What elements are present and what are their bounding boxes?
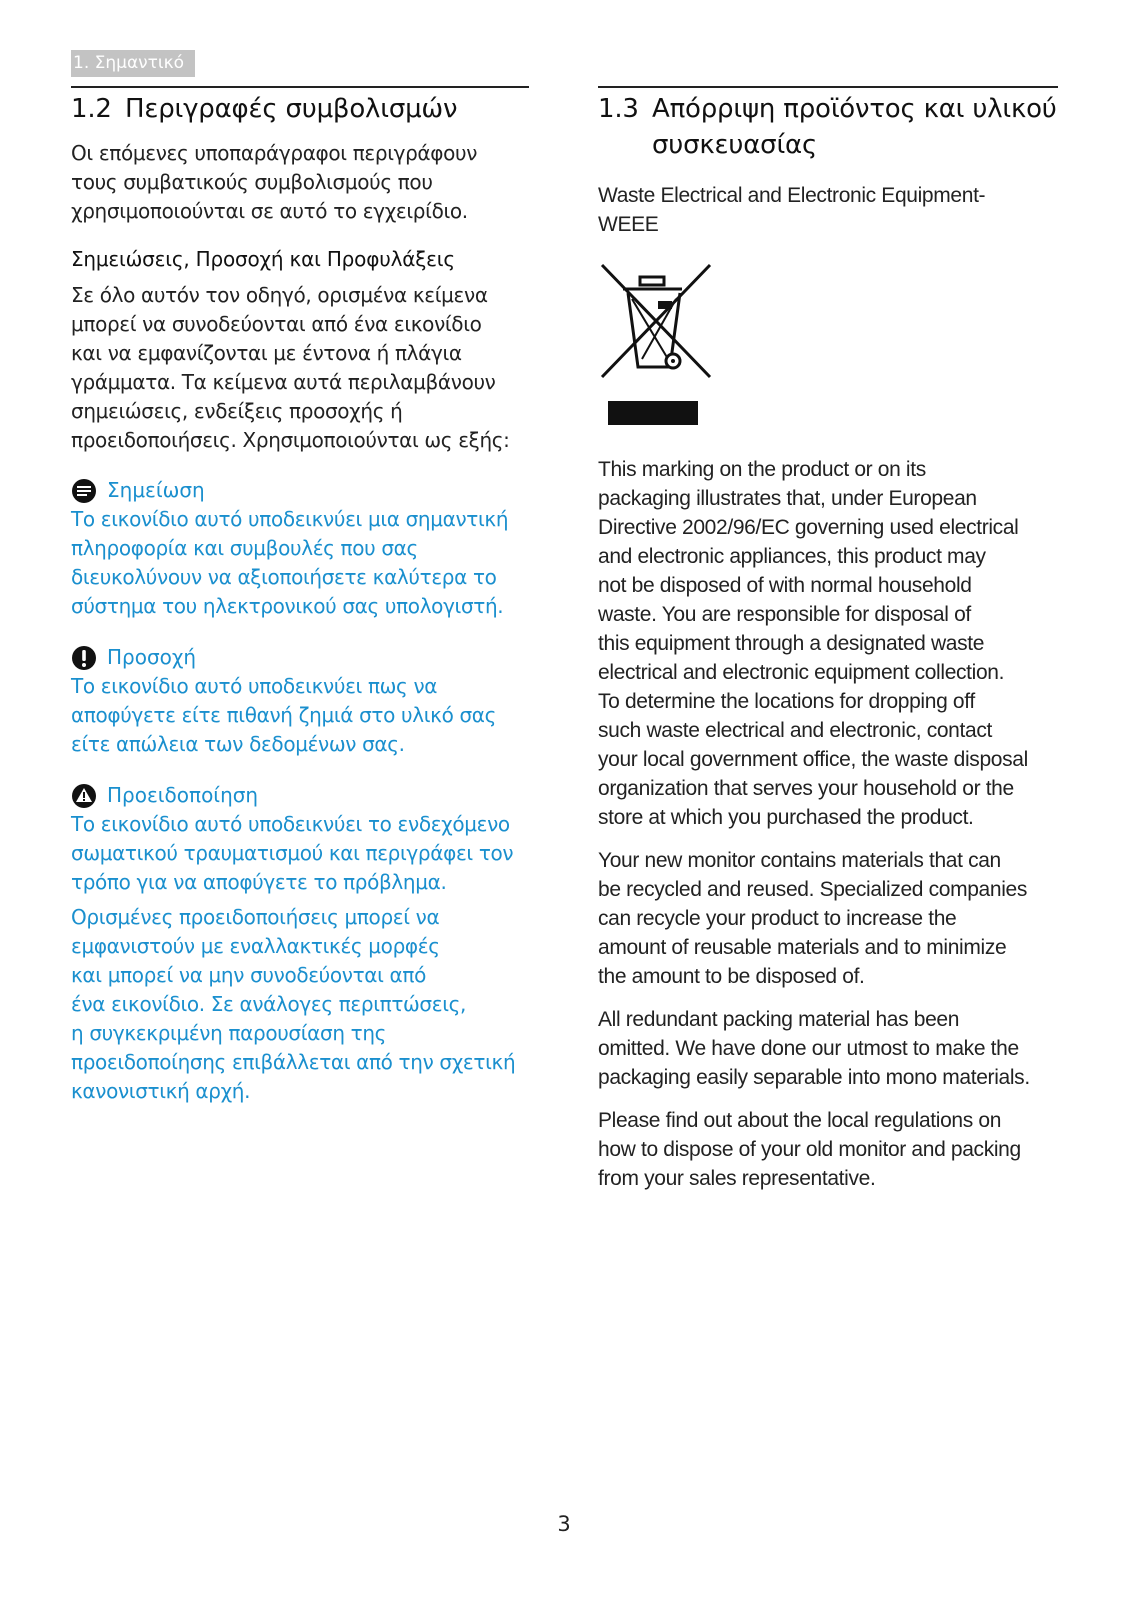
page-number: 3	[557, 1512, 571, 1536]
text-line: αποφύγετε είτε πιθανή ζημιά στο υλικό σας	[71, 703, 497, 727]
exclamation-icon	[71, 645, 97, 671]
text-line: σωματικού τραυματισμού και περιγράφει τον	[71, 841, 514, 865]
text-line: πληροφορία και συμβουλές που σας	[71, 536, 418, 560]
text-line: WEEE	[598, 213, 659, 236]
text-line: Σε όλο αυτόν τον οδηγό, ορισμένα κείμενα	[71, 283, 488, 307]
left-column	[71, 86, 529, 1106]
section-heading-1-3	[598, 91, 1058, 163]
text-line: Directive 2002/96/EC governing used electrical	[598, 516, 1019, 539]
text-line: packaging easily separable into mono materials.	[598, 1066, 1030, 1089]
text-line: this equipment through a designated waste	[598, 632, 985, 655]
text-line: packaging illustrates that, under European	[598, 487, 977, 510]
text-line: amount of reusable materials and to minimize	[598, 936, 1007, 959]
text-line: not be disposed of with normal household	[598, 574, 972, 597]
text-line: κανονιστική αρχή.	[71, 1079, 251, 1103]
text-line: Your new monitor contains materials that can	[598, 849, 1001, 872]
text-line: εμφανιστούν με εναλλακτικές μορφές	[71, 934, 440, 958]
text-line: η συγκεκριμένη παρουσίαση της	[71, 1021, 387, 1045]
section-heading-1-2	[71, 91, 529, 127]
text-line: store at which you purchased the product.	[598, 806, 974, 829]
caution-block	[71, 643, 529, 759]
text-line: from your sales representative.	[598, 1167, 876, 1190]
weee-symbol-svg	[598, 259, 713, 429]
text-line: can recycle your product to increase the	[598, 907, 957, 930]
heading-rule	[598, 86, 1058, 88]
text-line: be recycled and reused. Specialized companies	[598, 878, 1028, 901]
text-line: και μπορεί να μην συνοδεύονται από	[71, 963, 426, 987]
text-line: και να εμφανίζονται με έντονα ή πλάγια	[71, 341, 462, 365]
heading-rule	[71, 86, 529, 88]
text-line: how to dispose of your old monitor and packing	[598, 1138, 1021, 1161]
crossed-out-wheelie-bin-icon	[598, 259, 713, 429]
weee-paragraph-2	[598, 846, 1058, 991]
warning-block	[71, 781, 529, 897]
heading-title-line: συσκευασίας	[652, 130, 818, 160]
text-line: προειδοποίησης επιβάλλεται από την σχετική	[71, 1050, 516, 1074]
note-icon	[71, 478, 97, 504]
text-line: Το εικονίδιο αυτό υποδεικνύει πως να	[71, 674, 438, 698]
text-line: σημειώσεις, ενδείξεις προσοχής ή	[71, 399, 403, 423]
weee-subheading	[598, 181, 1058, 239]
intro-paragraph	[71, 139, 529, 226]
text-line: the amount to be disposed of.	[598, 965, 865, 988]
extra-paragraph	[71, 903, 529, 1106]
heading-title	[652, 91, 1058, 163]
text-line: Το εικονίδιο αυτό υποδεικνύει το ενδεχόμενο	[71, 812, 510, 836]
note-label: Σημείωση	[107, 478, 205, 502]
text-line: γράμματα. Τα κείμενα αυτά περιλαμβάνουν	[71, 370, 496, 394]
text-line: τρόπο για να αποφύγετε το πρόβλημα.	[71, 870, 447, 894]
warning-heading	[71, 781, 529, 810]
section-tab: 1. Σημαντικό	[71, 50, 195, 77]
heading-title: Περιγραφές συμβολισμών	[125, 94, 458, 124]
caution-heading	[71, 643, 529, 672]
right-column	[598, 86, 1058, 1193]
text-line: and electronic appliances, this product may	[598, 545, 986, 568]
heading-number: 1.2	[71, 94, 112, 124]
text-line: ένα εικονίδιο. Σε ανάλογες περιπτώσεις,	[71, 992, 467, 1016]
warning-label: Προειδοποίηση	[107, 783, 259, 807]
text-line: Please find out about the local regulations on	[598, 1109, 1002, 1132]
text-line: waste. You are responsible for disposal of	[598, 603, 971, 626]
text-line: διευκολύνουν να αξιοποιήσετε καλύτερα το	[71, 565, 497, 589]
text-line: είτε απώλεια των δεδομένων σας.	[71, 732, 405, 756]
note-block	[71, 476, 529, 621]
text-line: All redundant packing material has been	[598, 1008, 960, 1031]
text-line: προειδοποιήσεις. Χρησιμοποιούνται ως εξής:	[71, 428, 510, 452]
text-line: To determine the locations for dropping off	[598, 690, 975, 713]
caution-label: Προσοχή	[107, 645, 197, 669]
weee-paragraph-3	[598, 1005, 1058, 1092]
text-line: organization that serves your household or the	[598, 777, 1014, 800]
note-heading	[71, 476, 529, 505]
weee-paragraph-4	[598, 1106, 1058, 1193]
text-line: your local government office, the waste disposal	[598, 748, 1028, 771]
text-line: electrical and electronic equipment collection.	[598, 661, 1005, 684]
warning-triangle-icon	[71, 783, 97, 809]
text-line: Το εικονίδιο αυτό υποδεικνύει μια σημαντική	[71, 507, 509, 531]
subheading: Σημειώσεις, Προσοχή και Προφυλάξεις	[71, 247, 455, 271]
text-line: τους συμβατικούς συμβολισμούς που	[71, 170, 433, 194]
text-line: χρησιμοποιούνται σε αυτό το εγχειρίδιο.	[71, 199, 468, 223]
heading-title-line: Απόρριψη προϊόντος και υλικού	[652, 94, 1057, 124]
text-line: μπορεί να συνοδεύονται από ένα εικονίδιο	[71, 312, 482, 336]
weee-paragraph-1	[598, 455, 1058, 832]
text-line: This marking on the product or on its	[598, 458, 926, 481]
heading-number: 1.3	[598, 94, 639, 124]
text-line: σύστημα του ηλεκτρονικού σας υπολογιστή.	[71, 594, 504, 618]
text-line: Οι επόμενες υποπαράγραφοι περιγράφουν	[71, 141, 478, 165]
text-line: Waste Electrical and Electronic Equipment-	[598, 184, 986, 207]
body-paragraph	[71, 281, 529, 455]
text-line: Ορισμένες προειδοποιήσεις μπορεί να	[71, 905, 440, 929]
text-line: omitted. We have done our utmost to make the	[598, 1037, 1019, 1060]
text-line: such waste electrical and electronic, contact	[598, 719, 992, 742]
